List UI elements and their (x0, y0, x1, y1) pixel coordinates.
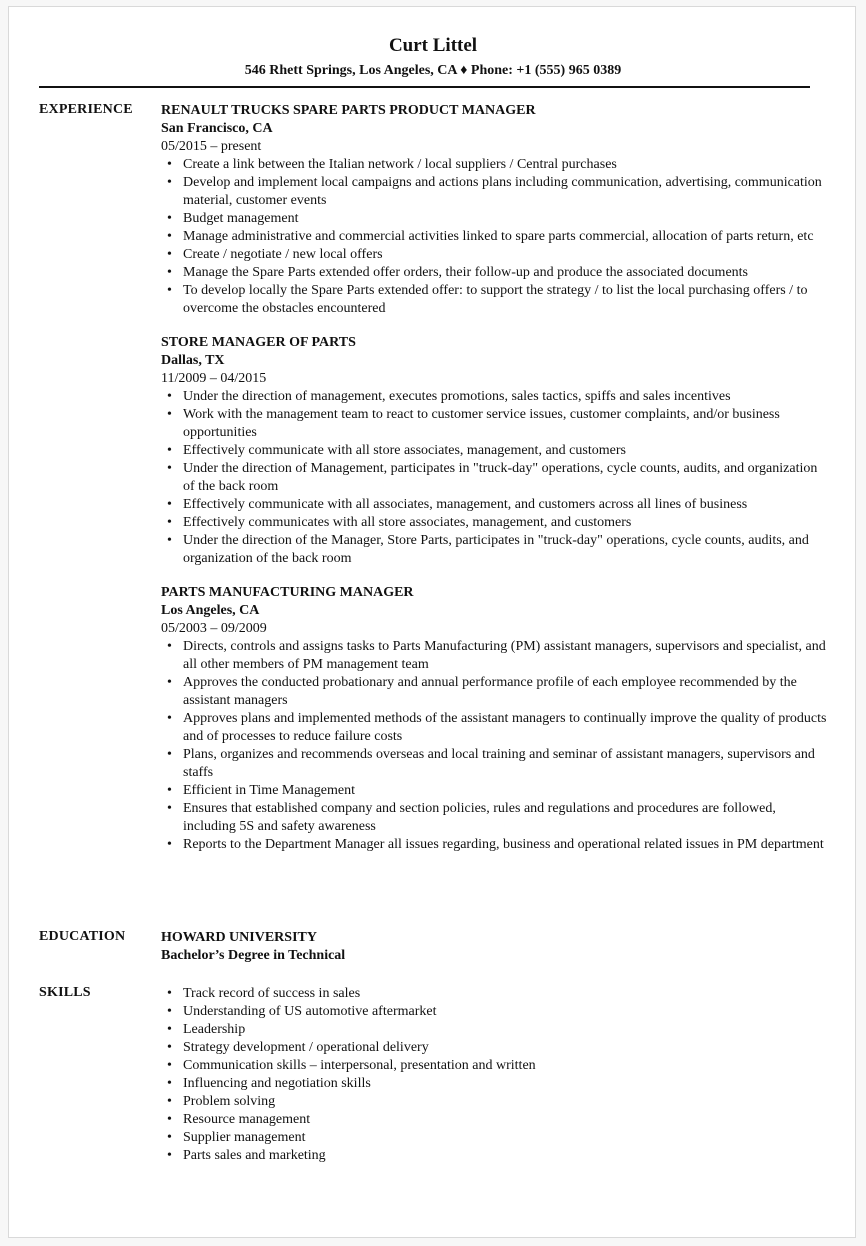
skill-item: • Resource management (161, 1111, 831, 1129)
skill-item: • Problem solving (161, 1093, 831, 1111)
job-bullet: • Manage administrative and commercial activities linked to spare parts commercial, allocation of parts return, etc (161, 228, 831, 246)
job-bullet: • Work with the management team to react to customer service issues, customer complaints, and/or business opportunities (161, 406, 831, 442)
candidate-name: Curt Littel (388, 35, 478, 56)
job-bullet: • To develop locally the Spare Parts extended offer: to support the strategy / to list the local purchasing offers / to overcome the obstacles encountered (161, 282, 831, 318)
section-label-experience: EXPERIENCE (39, 102, 133, 117)
job-bullet: • Budget management (161, 210, 831, 228)
job-entry (161, 334, 831, 568)
job-title: PARTS MANUFACTURING MANAGER (161, 585, 414, 600)
resume-page (8, 6, 856, 1238)
job-bullets (161, 638, 831, 854)
job-dates: 05/2015 – present (161, 139, 262, 154)
job-location: Los Angeles, CA (161, 603, 260, 618)
job-location: San Francisco, CA (161, 121, 273, 136)
section-label-skills: SKILLS (39, 985, 91, 1000)
skill-item: • Understanding of US automotive aftermarket (161, 1003, 831, 1021)
job-bullet: • Approves plans and implemented methods of the assistant managers to continually improve the quality of products and of processes to reduce failure costs (161, 710, 831, 746)
job-bullet: • Effectively communicate with all store associates, management, and customers (161, 442, 831, 460)
header-divider (39, 86, 810, 88)
section-label-education: EDUCATION (39, 929, 126, 944)
skill-item: • Communication skills – interpersonal, presentation and written (161, 1057, 831, 1075)
job-title: RENAULT TRUCKS SPARE PARTS PRODUCT MANAGER (161, 103, 536, 118)
skills-list (161, 985, 831, 1165)
education-body (161, 929, 831, 965)
job-bullet: • Ensures that established company and section policies, rules and regulations and procedures are followed, including 5S and safety awareness (161, 800, 831, 836)
skills-body (161, 985, 831, 1165)
job-location: Dallas, TX (161, 353, 225, 368)
experience-body (161, 102, 831, 870)
job-bullet: • Create / negotiate / new local offers (161, 246, 831, 264)
job-bullet: • Directs, controls and assigns tasks to Parts Manufacturing (PM) assistant managers, supervisors and specialist, and all other members of PM management team (161, 638, 831, 674)
contact-line: 546 Rhett Springs, Los Angeles, CA ♦ Phone: +1 (555) 965 0389 (244, 63, 622, 78)
job-title: STORE MANAGER OF PARTS (161, 335, 356, 350)
job-bullet: • Under the direction of management, executes promotions, sales tactics, spiffs and sales incentives (161, 388, 831, 406)
job-bullets (161, 156, 831, 318)
job-dates: 11/2009 – 04/2015 (161, 371, 267, 386)
job-dates: 05/2003 – 09/2009 (161, 621, 267, 636)
job-bullet: • Effectively communicate with all associates, management, and customers across all lines of business (161, 496, 831, 514)
skill-item: • Strategy development / operational delivery (161, 1039, 831, 1057)
job-bullet: • Reports to the Department Manager all issues regarding, business and operational related issues in PM department (161, 836, 831, 854)
education-school: HOWARD UNIVERSITY (161, 930, 317, 945)
skill-item: • Supplier management (161, 1129, 831, 1147)
job-entry (161, 584, 831, 854)
job-bullet: • Approves the conducted probationary and annual performance profile of each employee recommended by the assistant managers (161, 674, 831, 710)
job-bullets (161, 388, 831, 568)
skill-item: • Parts sales and marketing (161, 1147, 831, 1165)
education-degree: Bachelor’s Degree in Technical (161, 948, 346, 963)
job-bullet: • Create a link between the Italian network / local suppliers / Central purchases (161, 156, 831, 174)
job-bullet: • Under the direction of the Manager, Store Parts, participates in "truck-day" operations, cycle counts, audits, and organization of the back room (161, 532, 831, 568)
job-bullet: • Efficient in Time Management (161, 782, 831, 800)
skill-item: • Leadership (161, 1021, 831, 1039)
skill-item: • Track record of success in sales (161, 985, 831, 1003)
job-bullet: • Effectively communicates with all store associates, management, and customers (161, 514, 831, 532)
skill-item: • Influencing and negotiation skills (161, 1075, 831, 1093)
job-bullet: • Plans, organizes and recommends overseas and local training and seminar of assistant managers, supervisors and staffs (161, 746, 831, 782)
job-bullet: • Under the direction of Management, participates in "truck-day" operations, cycle counts, audits, and organization of the back room (161, 460, 831, 496)
job-bullet: • Manage the Spare Parts extended offer orders, their follow-up and produce the associated documents (161, 264, 831, 282)
job-entry (161, 102, 831, 318)
job-bullet: • Develop and implement local campaigns and actions plans including communication, advertising, communication material, customer events (161, 174, 831, 210)
